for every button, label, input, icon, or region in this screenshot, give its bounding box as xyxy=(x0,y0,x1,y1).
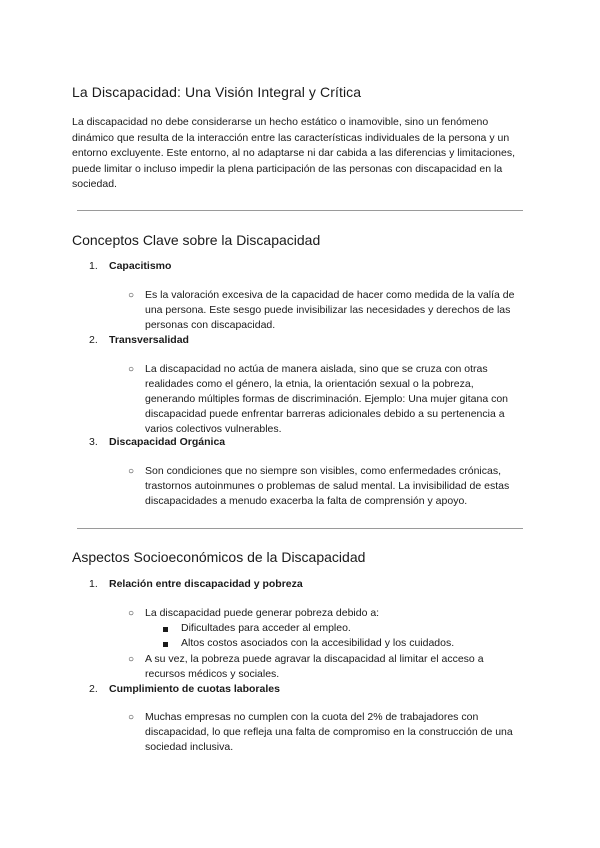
document-title: La Discapacidad: Una Visión Integral y Crítica xyxy=(72,84,362,100)
bullet-text: La discapacidad no actúa de manera aislada, sino que se cruza con otras realidades como el género, la etnia, la orientación sexual o la pobreza, generando múltiples formas de discriminación. Ejemplo: Una mujer gitana con discapacidad puede enfrentar barreras adicionales debido a su pertenencia a varios colectivos vulnerables. xyxy=(145,363,509,435)
item-title-capacitismo: Capacitismo xyxy=(109,260,172,272)
hollow-bullet-icon: ○ xyxy=(128,712,135,723)
list-number: 2. xyxy=(89,683,98,695)
item-title-discapacidad-pobreza: Relación entre discapacidad y pobreza xyxy=(109,578,303,590)
bullet-text: Muchas empresas no cumplen con la cuota del 2% de trabajadores con discapacidad, lo que refleja una falta de compromiso en la construcción de una sociedad inclusiva. xyxy=(145,711,513,753)
intro-paragraph: La discapacidad no debe considerarse un hecho estático o inamovible, sino un fenómeno dinámico que resulta de la interacción entre las características individuales de la persona y un entorno excluyente. Este entorno, al no adaptarse ni dar cabida a las diferencias y limitaciones, puede limitar o incluso impedir la plena participación de las personas con discapacidad en la sociedad. xyxy=(72,116,516,190)
hollow-bullet-icon: ○ xyxy=(128,654,135,665)
bullet-text: Es la valoración excesiva de la capacidad de hacer como medida de la valía de una persona. Este sesgo puede invisibilizar las necesidades y derechos de las personas con discapacidad. xyxy=(145,289,515,331)
bullet-text: La discapacidad puede generar pobreza debido a: xyxy=(145,607,380,619)
square-bullet-icon xyxy=(163,642,168,647)
bullet-text: A su vez, la pobreza puede agravar la discapacidad al limitar el acceso a recursos médicos y sociales. xyxy=(145,653,484,680)
bullet-text: Son condiciones que no siempre son visibles, como enfermedades crónicas, trastornos autoinmunes o problemas de salud mental. La invisibilidad de estas discapacidades a menudo exacerba la falta de comprensión y apoyo. xyxy=(145,465,510,507)
hollow-bullet-icon: ○ xyxy=(128,364,135,375)
hollow-bullet-icon: ○ xyxy=(128,466,135,477)
item-title-discapacidad-organica: Discapacidad Orgánica xyxy=(109,436,226,448)
horizontal-divider xyxy=(77,528,523,529)
section-heading-conceptos: Conceptos Clave sobre la Discapacidad xyxy=(72,232,321,248)
item-title-transversalidad: Transversalidad xyxy=(109,334,189,346)
list-number: 1. xyxy=(89,260,98,272)
section-heading-aspectos: Aspectos Socioeconómicos de la Discapacidad xyxy=(72,549,366,565)
hollow-bullet-icon: ○ xyxy=(128,290,135,301)
square-bullet-icon xyxy=(163,627,168,632)
list-number: 1. xyxy=(89,578,98,590)
item-title-cuotas-laborales: Cumplimiento de cuotas laborales xyxy=(109,683,280,695)
subbullet-text: Altos costos asociados con la accesibilidad y los cuidados. xyxy=(181,637,455,649)
horizontal-divider xyxy=(77,210,523,211)
list-number: 2. xyxy=(89,334,98,346)
hollow-bullet-icon: ○ xyxy=(128,608,135,619)
subbullet-text: Dificultades para acceder al empleo. xyxy=(181,622,351,634)
list-number: 3. xyxy=(89,436,98,448)
